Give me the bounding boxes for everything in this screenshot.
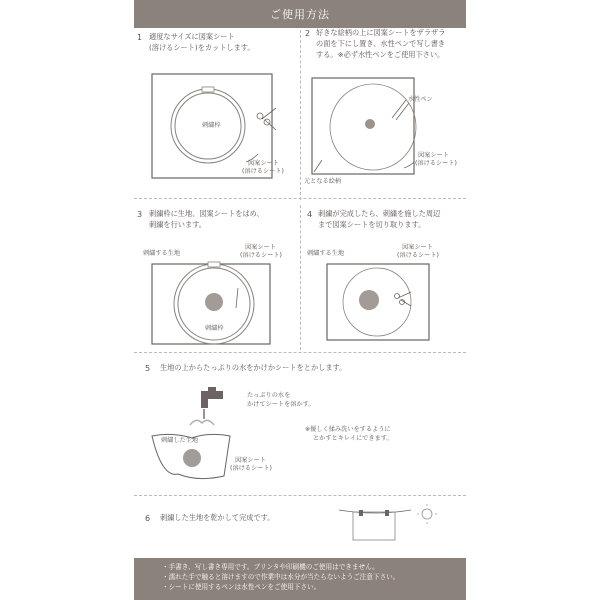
step-2-sheet-label-2: (溶けるシート) — [415, 160, 457, 167]
step-5-embroidered-label: 刺繍した生地 — [161, 437, 199, 444]
step-5-splash — [188, 415, 218, 429]
step-2-line-3: する。※必ず水性ペンをご使用下さい。 — [316, 50, 445, 59]
step-1-sheet-label-1: 図案シート — [248, 160, 279, 167]
step-2-pen-label: 水性ペン — [408, 96, 433, 103]
step-6-number: 6 — [145, 514, 151, 523]
step-4-fabric-label: 刺繍する生地 — [307, 250, 345, 257]
step-3-illustration — [150, 262, 275, 347]
step-4-sheet-label-1: 図案シート — [402, 244, 433, 251]
step-2-line-1: 好きな絵柄の上に図案シートをザラザラ — [316, 28, 446, 37]
step-5-water-label-2: かけてシートを溶かす。 — [247, 401, 315, 408]
step-1-line-1: 適度なサイズに図案シート — [149, 32, 235, 41]
step-6-drying-illustration — [335, 500, 445, 550]
step-2-original-label: 元となる絵柄 — [304, 178, 342, 185]
page-title: ご使用方法 — [134, 0, 466, 28]
step-4-line-1: 刺繍が完成したら、刺繍を施した周辺 — [318, 209, 441, 218]
step-4-number: 4 — [307, 210, 313, 219]
step-2-illustration — [310, 76, 450, 186]
step-2-line-2: の面を下にし置き、水性ペンで写し書き — [316, 39, 446, 48]
step-1-number: 1 — [137, 33, 143, 42]
footer-note-1: ・手書き、写し書き専用です。プリンタや印刷機のご使用はできません。 — [162, 563, 379, 571]
step-3-number: 3 — [137, 210, 143, 219]
step-1-line-2: (溶けるシート)をカットします。 — [149, 43, 255, 52]
step-3-line-2: 刺繍を行います。 — [149, 220, 206, 229]
step-1-sheet-label-2: (溶けるシート) — [242, 168, 284, 175]
step-6-line-1: 刺繍した生地を乾かして完成です。 — [160, 513, 275, 522]
step-2-number: 2 — [305, 29, 311, 38]
step-3-hoop-label: 刺繍枠 — [205, 325, 224, 332]
step-4-sheet-label-2: (溶けるシート) — [397, 252, 439, 259]
step-5-sheet-label-1: 図案シート — [235, 457, 266, 464]
step-5-note-2: とかすとキレイにできます。 — [313, 435, 393, 442]
step-3-sheet-label-2: (溶けるシート) — [240, 252, 282, 259]
step-4-illustration — [325, 262, 445, 347]
step-5-line-1: 生地の上からたっぷりの水をかけかシートをとかします。 — [160, 363, 347, 372]
step-5-number: 5 — [145, 364, 151, 373]
step-5-note-1: ※優しく揉み洗いをするように — [305, 426, 391, 433]
step-3-fabric-label: 刺繍する生地 — [143, 250, 181, 257]
step-5-water-label-1: たっぷりの水を — [247, 392, 291, 399]
step-5-sheet-label-2: (溶けるシート) — [230, 465, 272, 472]
footer-notes — [134, 558, 466, 600]
step-3-sheet-label-1: 図案シート — [245, 244, 276, 251]
footer-note-2: ・濡れた手で触ると溶けますので作業中は水分が当たらないようご注意下さい。 — [162, 573, 400, 581]
step-2-sheet-label-1: 図案シート — [418, 152, 449, 159]
footer-note-3: ・シートに使用するペンは水性ペンをご使用下さい。 — [162, 583, 321, 591]
step-3-line-1: 刺繍枠に生地、図案シートをはめ、 — [149, 209, 264, 218]
step-4-line-2: まで図案シートを切り取ります。 — [318, 220, 426, 229]
step-1-hoop-label: 刺繍枠 — [202, 122, 221, 129]
